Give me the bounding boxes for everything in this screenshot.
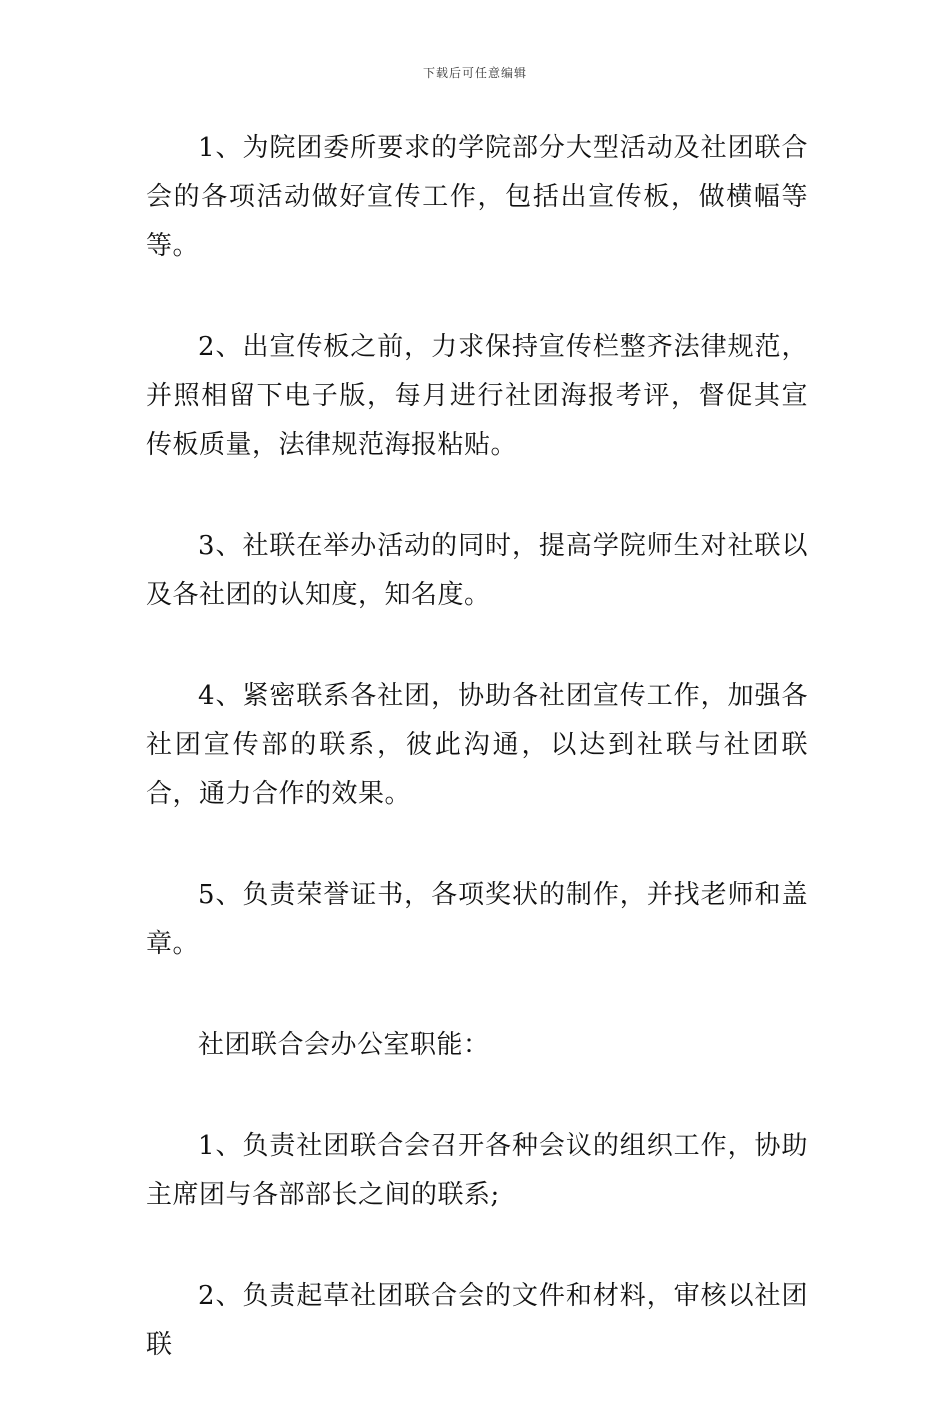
paragraph-office-1: 1、负责社团联合会召开各种会议的组织工作，协助主席团与各部部长之间的联系; (146, 1131, 808, 1210)
paragraph-publicity-4: 4、紧密联系各社团，协助各社团宣传工作，加强各社团宣传部的联系，彼此沟通，以达到社联与社团联合，通力合作的效果。 (146, 681, 808, 809)
paragraph-office-2: 2、负责起草社团联合会的文件和材料，审核以社团联 (146, 1281, 808, 1360)
paragraph-publicity-5: 5、负责荣誉证书，各项奖状的制作，并找老师和盖章。 (146, 880, 808, 959)
paragraph-publicity-1: 1、为院团委所要求的学院部分大型活动及社团联合会的各项活动做好宣传工作，包括出宣传板，做横幅等等。 (146, 133, 808, 261)
section-heading-office: 社团联合会办公室职能： (198, 1030, 490, 1060)
paragraph-publicity-3: 3、社联在举办活动的同时，提高学院师生对社联以及各社团的认知度，知名度。 (146, 531, 808, 610)
document-body (146, 124, 808, 1422)
page-header: 下载后可任意编辑 (422, 66, 527, 80)
paragraph-publicity-2: 2、出宣传板之前，力求保持宣传栏整齐法律规范，并照相留下电子版，每月进行社团海报考评，督促其宣传板质量，法律规范海报粘贴。 (146, 332, 808, 460)
